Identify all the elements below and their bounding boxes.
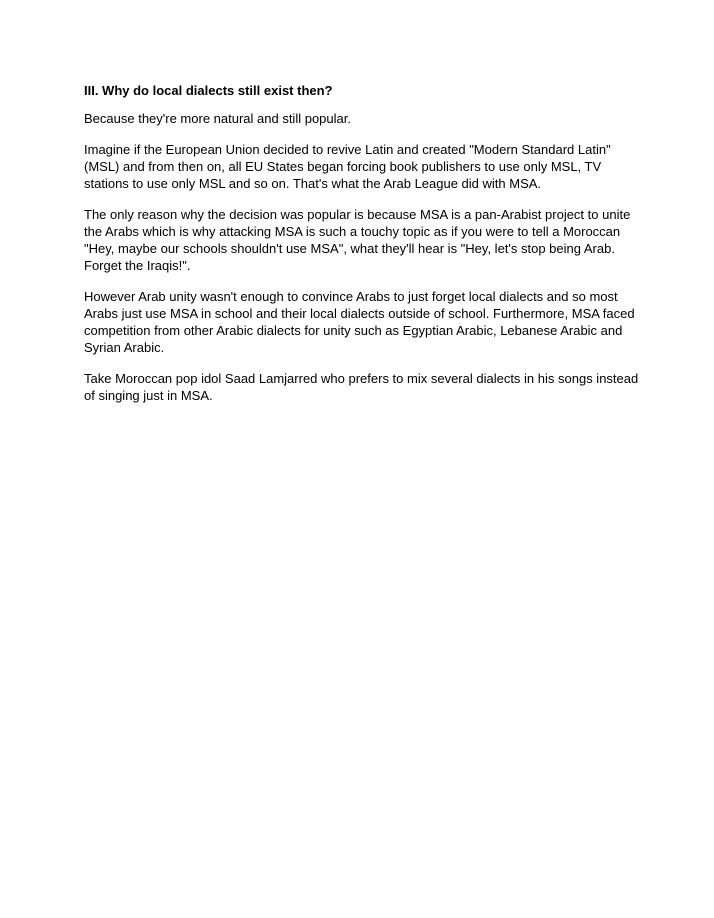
paragraph-3: The only reason why the decision was popular is because MSA is a pan-Arabist project to unite the Arabs which is why attacking MSA is such a touchy topic as if you were to tell a Moroccan "Hey, maybe our schools shouldn't use MSA", what they'll hear is "Hey, let's stop being Arab. Forget the Iraqis!".: [84, 207, 631, 273]
document-body: [84, 82, 640, 418]
paragraph-2: Imagine if the European Union decided to revive Latin and created "Modern Standard Latin" (MSL) and from then on, all EU States began forcing book publishers to use only MSL, TV stations to use only MSL and so on. That's what the Arab League did with MSA.: [84, 142, 611, 191]
paragraph-1: Because they're more natural and still popular.: [84, 111, 351, 126]
paragraph-5: Take Moroccan pop idol Saad Lamjarred who prefers to mix several dialects in his songs instead of singing just in MSA.: [84, 371, 639, 403]
section-heading: III. Why do local dialects still exist then?: [84, 83, 333, 98]
paragraph-4: However Arab unity wasn't enough to convince Arabs to just forget local dialects and so most Arabs just use MSA in school and their local dialects outside of school. Furthermore, MSA faced competition from other Arabic dialects for unity such as Egyptian Arabic, Lebanese Arabic and Syrian Arabic.: [84, 289, 635, 355]
